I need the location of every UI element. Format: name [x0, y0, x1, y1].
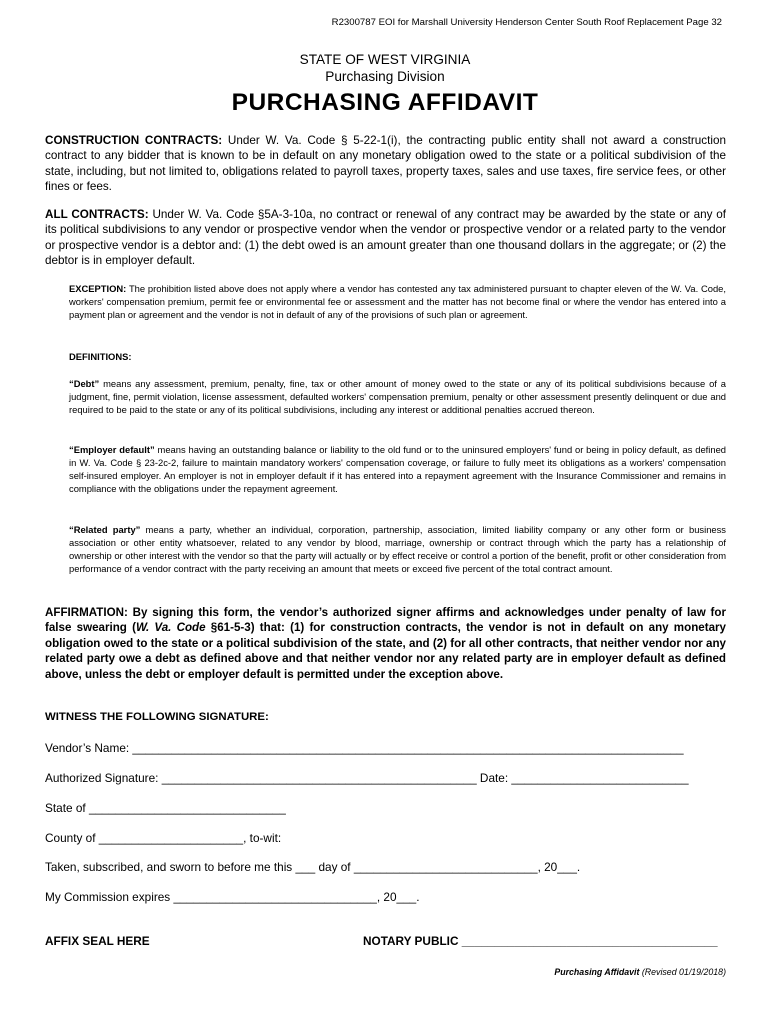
exception-text: The prohibition listed above does not apply where a vendor has contested any tax administered pursuant to chapter eleven of the W. Va. Code, workers' compensation premium, permit fee or environmental fee or assessment and the matter has not become final or where the vendor has entered into a payment plan or agreement and the vendor is not in default of any of the provisions of such plan or agreement. — [69, 283, 726, 320]
footer-revision — [554, 967, 726, 977]
affirmation-code-ref: W. Va. Code — [135, 621, 206, 635]
definitions-label: DEFINITIONS: — [69, 351, 132, 362]
employer-default-definition — [69, 444, 726, 496]
related-party-text: means a party, whether an individual, corporation, partnership, association, limited liability company or any other form or business association or other entity whatsoever, related to any vendor by blood, marriage, ownership or contract through which the party has a relationship of ownership or other interest with the vendor so that the party will actually or by effect receive or control a portion of the benefit, profit or other consideration from performance of a vendor contract with the party receiving an amount that meets or exceed five percent of the total contract amount. — [69, 524, 726, 574]
division-heading: Purchasing Division — [325, 69, 445, 84]
employer-default-label: “Employer default” — [69, 444, 155, 455]
authorized-signature-field[interactable]: Authorized Signature: ________________________________________________ Date: ___________________________ — [45, 771, 689, 785]
vendor-name-field[interactable]: Vendor’s Name: ____________________________________________________________________________________ — [45, 741, 684, 755]
construction-contracts-paragraph — [45, 133, 726, 194]
exception-label: EXCEPTION: — [69, 283, 127, 294]
affirmation-text-part2: §61-5-3) that: (1) for construction contracts, the vendor is not in default on any monetary obligation owed to the state or a political subdivision of the state, and (2) for all other contracts, that neither vendor nor any related party owe a debt as defined above and that neither vendor nor any related party are in employer default as defined above, unless the debt or employer default is permitted under the exception above. — [45, 621, 726, 681]
related-party-definition — [69, 524, 726, 576]
employer-default-text: means having an outstanding balance or liability to the old fund or to the uninsured employers' fund or being in policy default, as defined in W. Va. Code § 23-2c-2, failure to maintain mandatory workers' compensation coverage, or failure to fully meet its obligations as a workers' compensation self-insured employer. An employer is not in employer default if it has entered into a repayment agreement with the Insurance Commissioner and remains in compliance with the obligations under the repayment agreement. — [69, 444, 726, 494]
state-of-field[interactable]: State of ______________________________ — [45, 801, 286, 815]
exception-paragraph — [69, 283, 726, 322]
witness-heading: WITNESS THE FOLLOWING SIGNATURE: — [45, 711, 269, 723]
notary-public-field[interactable]: NOTARY PUBLIC _______________________________________ — [363, 934, 718, 948]
construction-contracts-text: Under W. Va. Code § 5-22-1(i), the contracting public entity shall not award a construction contract to any bidder that is known to be in default on any monetary obligation owed to the state or a political subdivision of the state, including, but not limited to, obligations related to payroll taxes, property taxes, sales and use taxes, fire service fees, or other fines or fees. — [45, 134, 726, 193]
footer-form-name: Purchasing Affidavit — [554, 967, 640, 977]
page-title: PURCHASING AFFIDAVIT — [231, 89, 539, 116]
affirmation-paragraph — [45, 605, 726, 682]
all-contracts-label: ALL CONTRACTS: — [45, 208, 149, 221]
related-party-label: “Related party” — [69, 524, 141, 535]
commission-expires-field[interactable]: My Commission expires _______________________________, 20___. — [45, 890, 420, 904]
affix-seal-label: AFFIX SEAL HERE — [45, 934, 150, 948]
document-header-reference: R2300787 EOI for Marshall University Henderson Center South Roof Replacement Page 32 — [331, 17, 722, 28]
affirmation-text-part1: AFFIRMATION: By signing this form, the vendor’s authorized signer affirms and acknowledges under penalty of law for false swearing ( — [45, 606, 726, 635]
construction-contracts-label: CONSTRUCTION CONTRACTS: — [45, 134, 223, 147]
all-contracts-paragraph — [45, 207, 726, 268]
definitions-heading — [69, 351, 726, 364]
debt-definition — [69, 378, 726, 417]
debt-text: means any assessment, premium, penalty, fine, tax or other amount of money owed to the state or any of its political subdivisions because of a judgment, fine, permit violation, license assessment, defaulted workers' compensation premium, penalty or other assessment presently delinquent or due and required to be paid to the state or any of its political subdivisions, including any interest or additional penalties accrued thereon. — [69, 378, 726, 415]
county-of-field[interactable]: County of ______________________, to-wit: — [45, 831, 282, 845]
all-contracts-text: Under W. Va. Code §5A-3-10a, no contract or renewal of any contract may be awarded by the state or any of its political subdivisions to any vendor or prospective vendor when the vendor or prospective vendor or a related party to the vendor or prospective vendor is a debtor and: (1) the debt owed is an amount greater than one thousand dollars in the aggregate; or (2) the debtor is in employer default. — [45, 208, 727, 267]
sworn-date-field[interactable]: Taken, subscribed, and sworn to before me this ___ day of ____________________________, 20___. — [45, 860, 581, 874]
state-heading: STATE OF WEST VIRGINIA — [299, 52, 471, 67]
debt-label: “Debt” — [69, 378, 100, 389]
footer-revised-date: (Revised 01/19/2018) — [639, 967, 726, 977]
